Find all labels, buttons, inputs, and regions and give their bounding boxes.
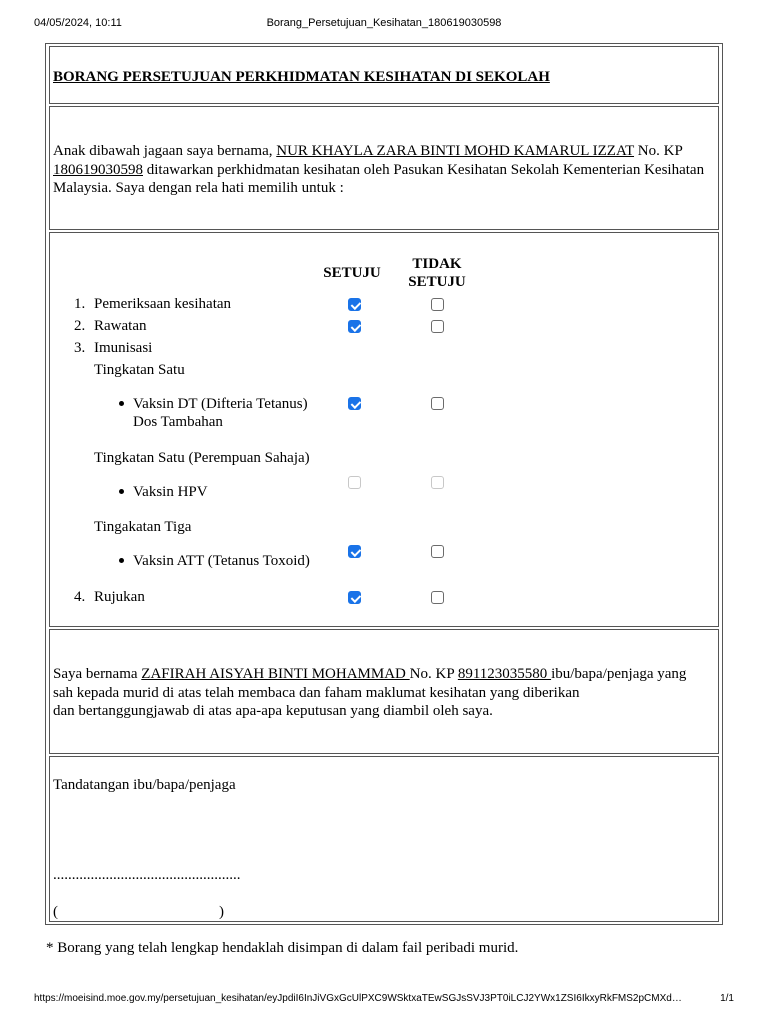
- intro-prefix: Anak dibawah jagaan saya bernama,: [53, 143, 277, 159]
- dt-bullet: [119, 401, 124, 406]
- signature-name-open-paren: (: [53, 904, 58, 920]
- item-3-label: Imunisasi: [94, 340, 153, 356]
- print-page-number: 1/1: [720, 993, 734, 1004]
- item-2-agree-checkbox[interactable]: [348, 320, 361, 333]
- grade1-heading: Tingkatan Satu: [94, 362, 185, 378]
- item-1-number: 1.: [74, 296, 86, 312]
- declaration-paragraph: [53, 665, 719, 721]
- intro-suffix: ditawarkan perkhidmatan kesihatan oleh Pasukan Kesihatan Sekolah Kementerian Kesihatan Malaysia. Saya dengan rela hati memilih untuk :: [53, 161, 705, 196]
- vaccine-dt-line1: Vaksin DT (Difteria Tetanus): [133, 396, 308, 412]
- column-agree-header: SETUJU: [323, 265, 381, 281]
- print-footer: [0, 993, 768, 1007]
- parent-name: ZAFIRAH AISYAH BINTI MOHAMMAD: [141, 666, 410, 682]
- declaration-cell: [49, 629, 719, 754]
- att-bullet: [119, 558, 124, 563]
- intro-cell: [49, 106, 719, 230]
- hpv-bullet: [119, 489, 124, 494]
- column-disagree-line1: TIDAK: [412, 256, 462, 272]
- vaccine-att: Vaksin ATT (Tetanus Toxoid): [133, 553, 310, 569]
- item-1-disagree-checkbox[interactable]: [431, 298, 444, 311]
- signature-cell: [49, 756, 719, 922]
- item-4-agree-checkbox[interactable]: [348, 591, 361, 604]
- vaccine-hpv: Vaksin HPV: [133, 484, 208, 500]
- intro-paragraph: [53, 142, 719, 198]
- item-2-number: 2.: [74, 318, 86, 334]
- consent-form: [45, 43, 723, 925]
- signature-label: Tandatangan ibu/bapa/penjaga: [53, 777, 236, 793]
- declaration-prefix: Saya bernama: [53, 666, 142, 682]
- item-1-agree-checkbox[interactable]: [348, 298, 361, 311]
- item-3-number: 3.: [74, 340, 86, 356]
- vaccine-dt-agree-checkbox[interactable]: [348, 397, 361, 410]
- footnote: * Borang yang telah lengkap hendaklah disimpan di dalam fail peribadi murid.: [46, 940, 519, 956]
- column-disagree-header: [397, 255, 477, 291]
- declaration-line3: dan bertanggungjawab di atas apa-apa keputusan yang diambil oleh saya.: [53, 703, 493, 719]
- declaration-line1: [53, 665, 719, 684]
- intro-kp-label: No. KP: [634, 143, 683, 159]
- vaccine-att-agree-checkbox[interactable]: [348, 545, 361, 558]
- item-4-label: Rujukan: [94, 589, 145, 605]
- item-4-disagree-checkbox[interactable]: [431, 591, 444, 604]
- item-4-number: 4.: [74, 589, 86, 605]
- item-1-label: Pemeriksaan kesihatan: [94, 296, 232, 312]
- vaccine-dt-line2: Dos Tambahan: [133, 414, 223, 430]
- vaccine-hpv-disagree-checkbox-disabled: [431, 476, 444, 489]
- form-title: BORANG PERSETUJUAN PERKHIDMATAN KESIHATAN DI SEKOLAH: [53, 69, 550, 85]
- choices-cell: [49, 232, 719, 627]
- declaration-line1-suffix: ibu/bapa/penjaga yang: [551, 666, 687, 682]
- vaccine-dt-disagree-checkbox[interactable]: [431, 397, 444, 410]
- parent-kp-number: 891123035580: [457, 666, 552, 682]
- print-header: [0, 17, 768, 31]
- signature-name-close-paren: ): [219, 904, 224, 920]
- child-name: NUR KHAYLA ZARA BINTI MOHD KAMARUL IZZAT: [276, 143, 635, 159]
- print-datetime: 04/05/2024, 10:11: [34, 17, 122, 29]
- item-2-label: Rawatan: [94, 318, 147, 334]
- vaccine-hpv-agree-checkbox-disabled: [348, 476, 361, 489]
- form-title-cell: [49, 46, 719, 104]
- grade1-female-heading: Tingkatan Satu (Perempuan Sahaja): [94, 450, 310, 466]
- grade3-heading: Tingakatan Tiga: [94, 519, 192, 535]
- item-2-disagree-checkbox[interactable]: [431, 320, 444, 333]
- vaccine-att-disagree-checkbox[interactable]: [431, 545, 444, 558]
- declaration-kp-label: No. KP: [409, 666, 458, 682]
- column-disagree-line2: SETUJU: [408, 274, 466, 290]
- print-document-title: Borang_Persetujuan_Kesihatan_180619030598: [266, 17, 502, 29]
- signature-line: ..................................................: [53, 867, 241, 883]
- child-kp-number: 180619030598: [53, 161, 143, 178]
- print-url: https://moeisind.moe.gov.my/persetujuan_kesihatan/eyJpdiI6InJiVGxGcUlPXC9WSktxaTEwSGJsSVJ3PT0iLCJ2YWx1ZSI6IkxyRkFMS2pCMXd…: [34, 993, 682, 1004]
- declaration-line2: sah kepada murid di atas telah membaca dan faham maklumat kesihatan yang diberikan: [53, 684, 580, 701]
